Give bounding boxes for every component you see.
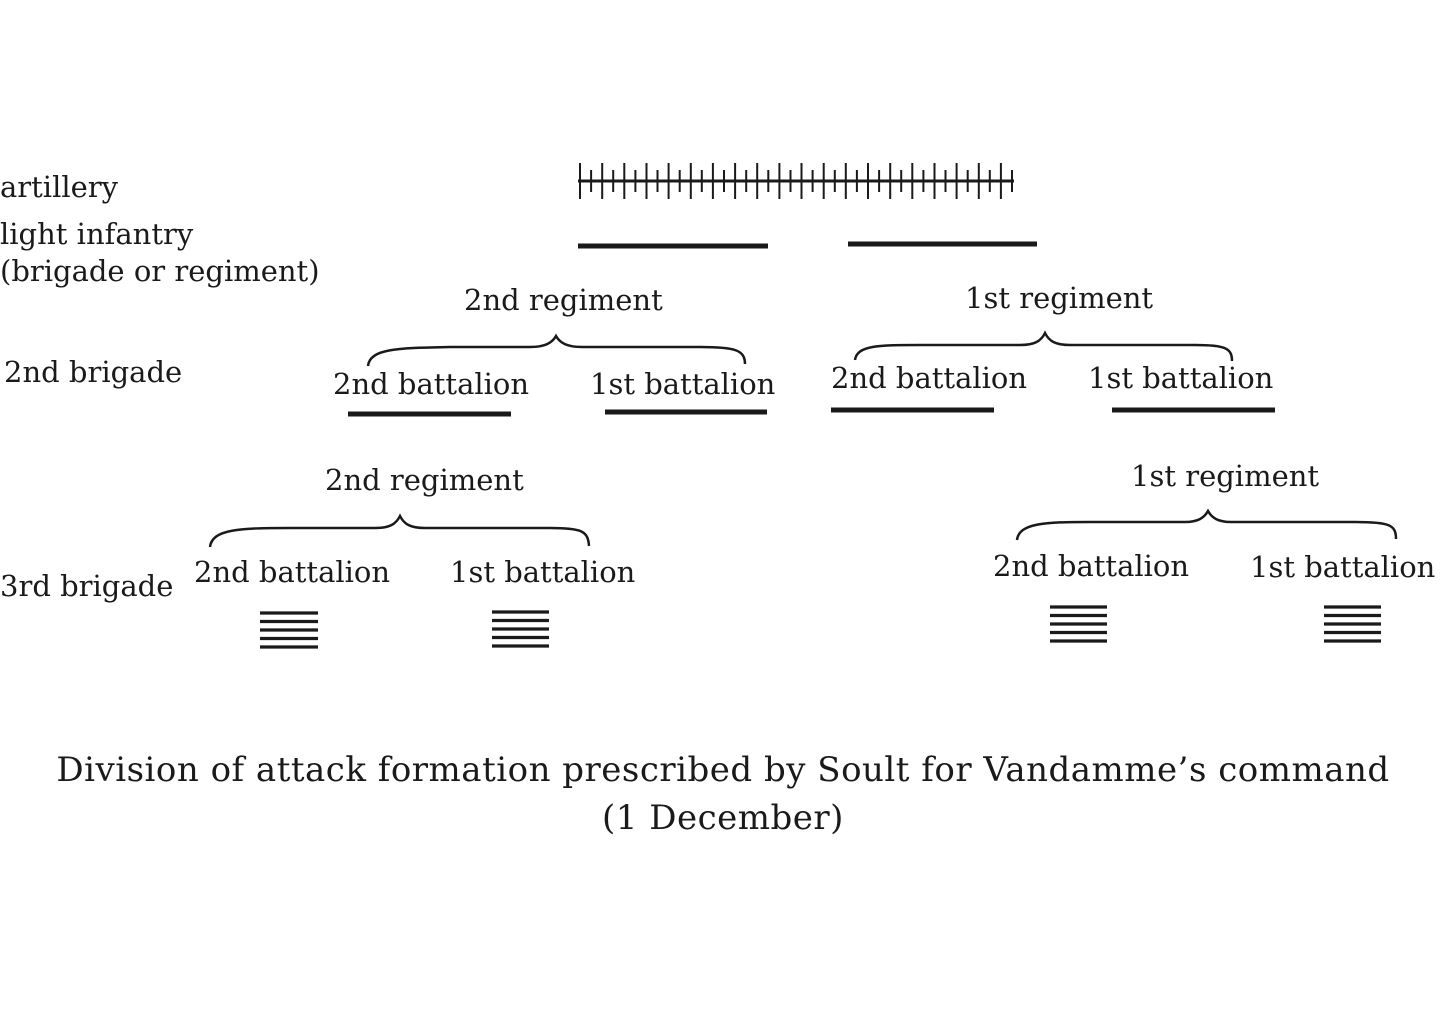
caption-line-1: Division of attack formation prescribed by Soult for Vandamme’s command — [56, 750, 1390, 790]
b2-battalion-2: 1st battalion — [590, 367, 776, 401]
b3-battalion-4: 1st battalion — [1250, 550, 1436, 584]
column-symbol-3 — [1050, 607, 1107, 641]
row-label-artillery: artillery — [0, 170, 119, 204]
brace-brigade3-left — [210, 516, 589, 547]
brace-brigade2-left — [368, 336, 745, 366]
b2-battalion-3: 2nd battalion — [831, 361, 1028, 395]
b2-regiment-left: 2nd regiment — [464, 283, 663, 317]
column-symbol-1 — [260, 613, 318, 647]
b3-regiment-right: 1st regiment — [1131, 459, 1320, 493]
b2-regiment-right: 1st regiment — [965, 281, 1154, 315]
b3-battalion-2: 1st battalion — [450, 555, 636, 589]
column-symbol-2 — [492, 612, 549, 646]
caption-line-2: (1 December) — [602, 798, 844, 838]
row-label-3rd-brigade: 3rd brigade — [0, 569, 174, 603]
artillery-line — [578, 163, 1014, 199]
brace-brigade3-right — [1017, 511, 1396, 540]
row-label-light-infantry: light infantry — [0, 217, 194, 251]
column-symbol-4 — [1324, 607, 1381, 641]
b3-battalion-1: 2nd battalion — [194, 555, 391, 589]
brace-brigade2-right — [855, 333, 1232, 361]
b3-regiment-left: 2nd regiment — [325, 463, 524, 497]
row-label-light-infantry-note: (brigade or regiment) — [0, 254, 320, 288]
row-label-2nd-brigade: 2nd brigade — [4, 355, 183, 389]
b2-battalion-4: 1st battalion — [1088, 361, 1274, 395]
b3-battalion-3: 2nd battalion — [993, 549, 1190, 583]
b2-battalion-1: 2nd battalion — [333, 367, 530, 401]
